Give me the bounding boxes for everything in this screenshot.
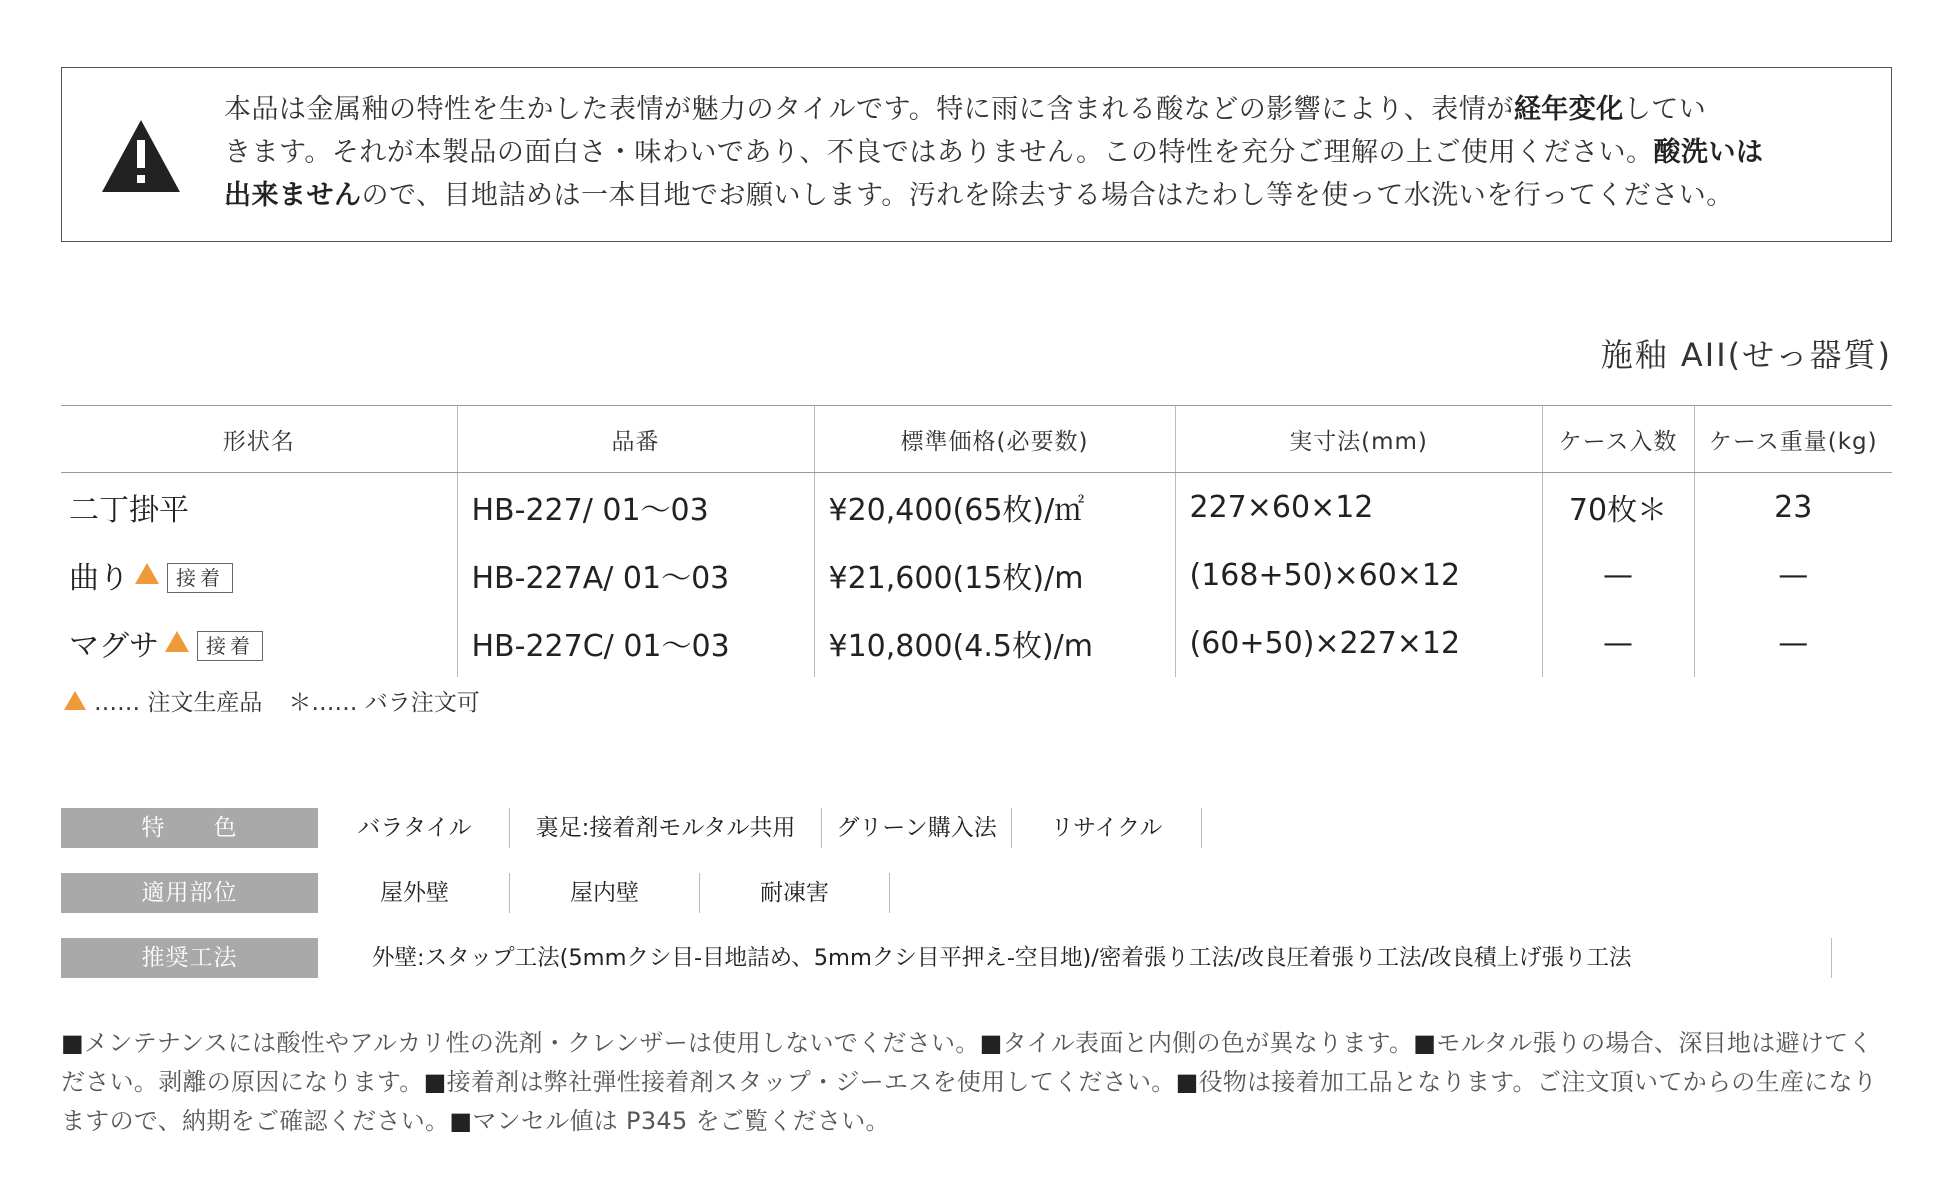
adhesive-tag: 接着: [197, 631, 263, 661]
product-code: HB-227C/ 01〜03: [457, 609, 814, 677]
methods-row: [61, 938, 1832, 978]
shape-name: マグサ 接着: [61, 609, 457, 677]
legend: [64, 684, 480, 717]
case-qty: 70枚＊: [1542, 473, 1694, 542]
notice-text: 本品は金属釉の特性を生かした表情が魅力のタイルです。特に雨に含まれる酸などの影響により、表情が経年変化してい きます。それが本製品の面白さ・味わいであり、不良ではありません。この特性を充分ご理解の上ご使用ください。酸洗いは 出来ませんので、目地詰めは一本目地でお願いします。汚れを除去する場合はたわし等を使って水洗いを行ってください。: [224, 94, 1764, 211]
order-production-icon: [135, 563, 159, 584]
size: (168+50)×60×12: [1175, 541, 1542, 609]
adhesive-tag: 接着: [167, 563, 233, 593]
bullet-square-icon: ■: [61, 1029, 84, 1057]
features-label: 特 色: [61, 808, 318, 848]
case-weight: —: [1694, 541, 1892, 609]
case-weight: 23: [1694, 473, 1892, 542]
header-case-weight: ケース重量(kg): [1694, 406, 1892, 473]
bullet-square-icon: ■: [423, 1068, 447, 1096]
bullet-square-icon: ■: [979, 1029, 1003, 1057]
price: ¥10,800(4.5枚)/m: [814, 609, 1175, 677]
application-item: 屋外壁: [320, 873, 510, 913]
legend-asterisk-text: ＊‥‥‥ バラ注文可: [288, 690, 480, 716]
applications-row: [61, 873, 890, 913]
legend-triangle-text: ‥‥‥ 注文生産品: [94, 690, 263, 716]
method-text: 外壁:スタップ工法(5mmクシ目-目地詰め、5mmクシ目平押え-空目地)/密着張り工法/改良圧着張り工法/改良積上げ張り工法: [320, 938, 1832, 978]
header-case-qty: ケース入数: [1542, 406, 1694, 473]
feature-item: バラタイル: [320, 808, 510, 848]
product-code: HB-227A/ 01〜03: [457, 541, 814, 609]
note-item: メンテナンスには酸性やアルカリ性の洗剤・クレンザーは使用しないでください。: [83, 1029, 980, 1057]
table-row: [61, 541, 1892, 609]
order-production-icon: [165, 631, 189, 652]
feature-item: 裏足:接着剤モルタル共用: [510, 808, 822, 848]
material-label: 施釉 AII(せっ器質): [1600, 336, 1892, 374]
price: ¥20,400(65枚)/㎡: [814, 473, 1175, 542]
note-item: 接着剤は弊社弾性接着剤スタップ・ジーエスを使用してください。: [446, 1068, 1176, 1096]
product-code: HB-227/ 01〜03: [457, 473, 814, 542]
table-row: [61, 609, 1892, 677]
shape-name: 曲り 接着: [61, 541, 457, 609]
case-qty: —: [1542, 609, 1694, 677]
application-item: 屋内壁: [510, 873, 700, 913]
order-production-icon: [64, 691, 86, 710]
features-row: [61, 808, 1202, 848]
size: (60+50)×227×12: [1175, 609, 1542, 677]
price: ¥21,600(15枚)/m: [814, 541, 1175, 609]
header-size: 実寸法(mm): [1175, 406, 1542, 473]
methods-label: 推奨工法: [61, 938, 318, 978]
note-item: モルタル張りの場合、深目地は避けてください。剥離の原因になります。: [61, 1029, 1873, 1096]
bullet-square-icon: ■: [1175, 1068, 1199, 1096]
header-price: 標準価格(必要数): [814, 406, 1175, 473]
bullet-square-icon: ■: [449, 1107, 473, 1135]
case-weight: —: [1694, 609, 1892, 677]
product-table: [61, 405, 1892, 677]
notes: [61, 1024, 1896, 1141]
note-item: マンセル値は P345 をご覧ください。: [472, 1107, 890, 1135]
header-shape-name: 形状名: [61, 406, 457, 473]
note-item: 役物は接着加工品となります。ご注文頂いてからの生産になりますので、納期をご確認ください。: [61, 1068, 1878, 1135]
notice-box: [61, 67, 1892, 242]
size: 227×60×12: [1175, 473, 1542, 542]
case-qty: —: [1542, 541, 1694, 609]
bullet-square-icon: ■: [1413, 1029, 1437, 1057]
shape-name: 二丁掛平: [69, 493, 189, 528]
applications-label: 適用部位: [61, 873, 318, 913]
warning-icon: [100, 120, 214, 192]
feature-item: リサイクル: [1012, 808, 1202, 848]
application-item: 耐凍害: [700, 873, 890, 913]
header-product-code: 品番: [457, 406, 814, 473]
table-header-row: [61, 406, 1892, 473]
feature-item: グリーン購入法: [822, 808, 1012, 848]
note-item: タイル表面と内側の色が異なります。: [1002, 1029, 1414, 1057]
table-row: [61, 473, 1892, 542]
